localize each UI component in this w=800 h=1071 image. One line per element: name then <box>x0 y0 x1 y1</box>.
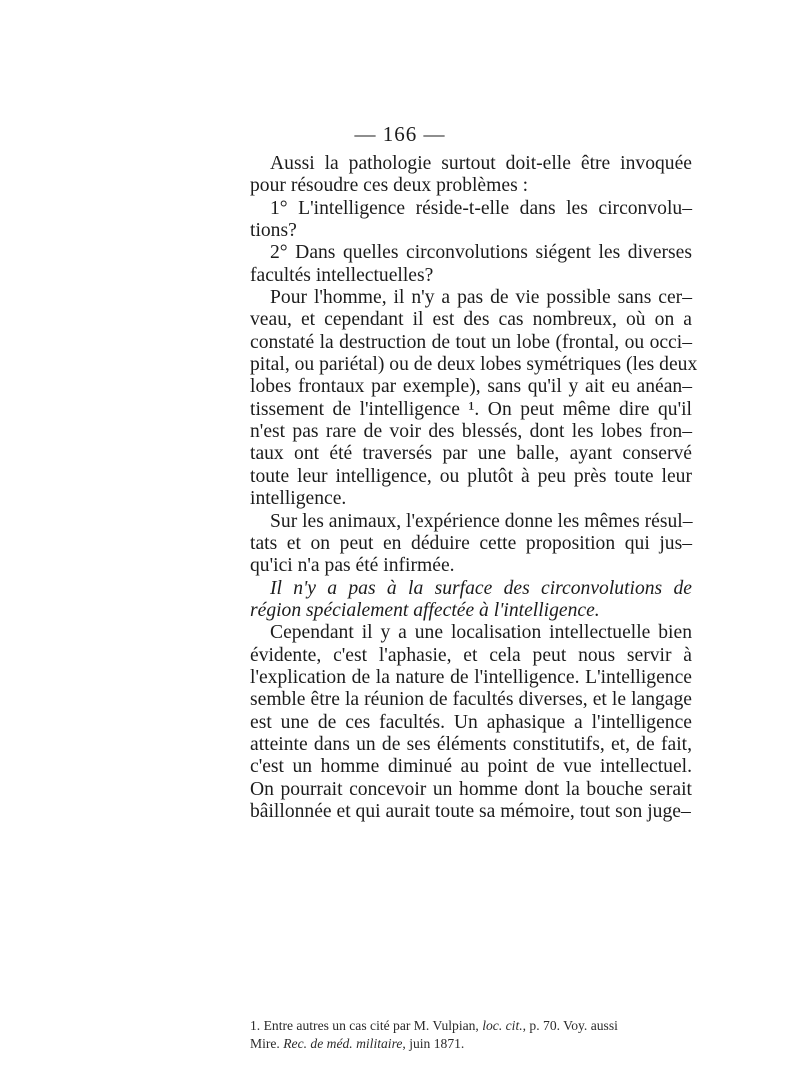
text-line: intelligence. <box>250 488 347 510</box>
footnote <box>250 1017 692 1053</box>
text-line: 2° Dans quelles circonvolutions siégent les diverses <box>270 242 692 264</box>
text-line: tions? <box>250 220 297 242</box>
text-line: pital, ou pariétal) ou de deux lobes symétriques (les deux <box>250 354 698 376</box>
page-number: — 166 — <box>354 122 446 146</box>
text-line: pour résoudre ces deux problèmes : <box>250 175 529 197</box>
footnote-line: 1. Entre autres un cas cité par M. Vulpian, loc. cit., p. 70. Voy. aussi <box>250 1018 618 1033</box>
text-line: tissement de l'intelligence ¹. On peut même dire qu'il <box>250 398 692 420</box>
text-line: atteinte dans un de ses éléments constitutifs, et, de fait, <box>250 733 692 755</box>
text-line: Sur les animaux, l'expérience donne les mêmes résul– <box>270 510 693 532</box>
text-line: bâillonnée et qui aurait toute sa mémoire, tout son juge– <box>250 800 691 822</box>
body-text <box>250 153 698 823</box>
text-line: n'est pas rare de voir des blessés, dont les lobes fron– <box>250 421 692 443</box>
text-line: constaté la destruction de tout un lobe (frontal, ou occi– <box>250 331 692 353</box>
text-line: qu'ici n'a pas été infirmée. <box>250 555 455 577</box>
text-line: région spécialement affectée à l'intelligence. <box>250 599 600 621</box>
text-line: l'explication de la nature de l'intelligence. L'intelligence <box>250 666 692 688</box>
text-line: toute leur intelligence, ou plutôt à peu près toute leur <box>250 465 692 487</box>
text-line: veau, et cependant il est des cas nombreux, où on a <box>250 309 692 331</box>
text-line: Il n'y a pas à la surface des circonvolutions de <box>270 577 692 599</box>
text-line: c'est un homme diminué au point de vue intellectuel. <box>250 756 692 778</box>
text-line: Aussi la pathologie surtout doit-elle être invoquée <box>270 153 692 174</box>
text-line: 1° L'intelligence réside-t-elle dans les circonvolu– <box>270 197 692 219</box>
text-line: facultés intellectuelles? <box>250 264 434 286</box>
text-line: taux ont été traversés par une balle, ayant conservé <box>250 443 692 465</box>
text-line: On pourrait concevoir un homme dont la bouche serait <box>250 778 692 800</box>
text-line: lobes frontaux par exemple), sans qu'il y ait eu anéan– <box>250 376 692 398</box>
text-line: tats et on peut en déduire cette proposition qui jus– <box>250 532 692 554</box>
text-line: évidente, c'est l'aphasie, et cela peut nous servir à <box>250 644 692 666</box>
footnote-line: Mire. Rec. de méd. militaire, juin 1871. <box>250 1036 465 1051</box>
text-line: Pour l'homme, il n'y a pas de vie possible sans cer– <box>270 287 692 309</box>
text-line: semble être la réunion de facultés diverses, et le langage <box>250 689 692 711</box>
text-line: Cependant il y a une localisation intellectuelle bien <box>270 622 692 644</box>
text-line: est une de ces facultés. Un aphasique a l'intelligence <box>250 711 692 733</box>
